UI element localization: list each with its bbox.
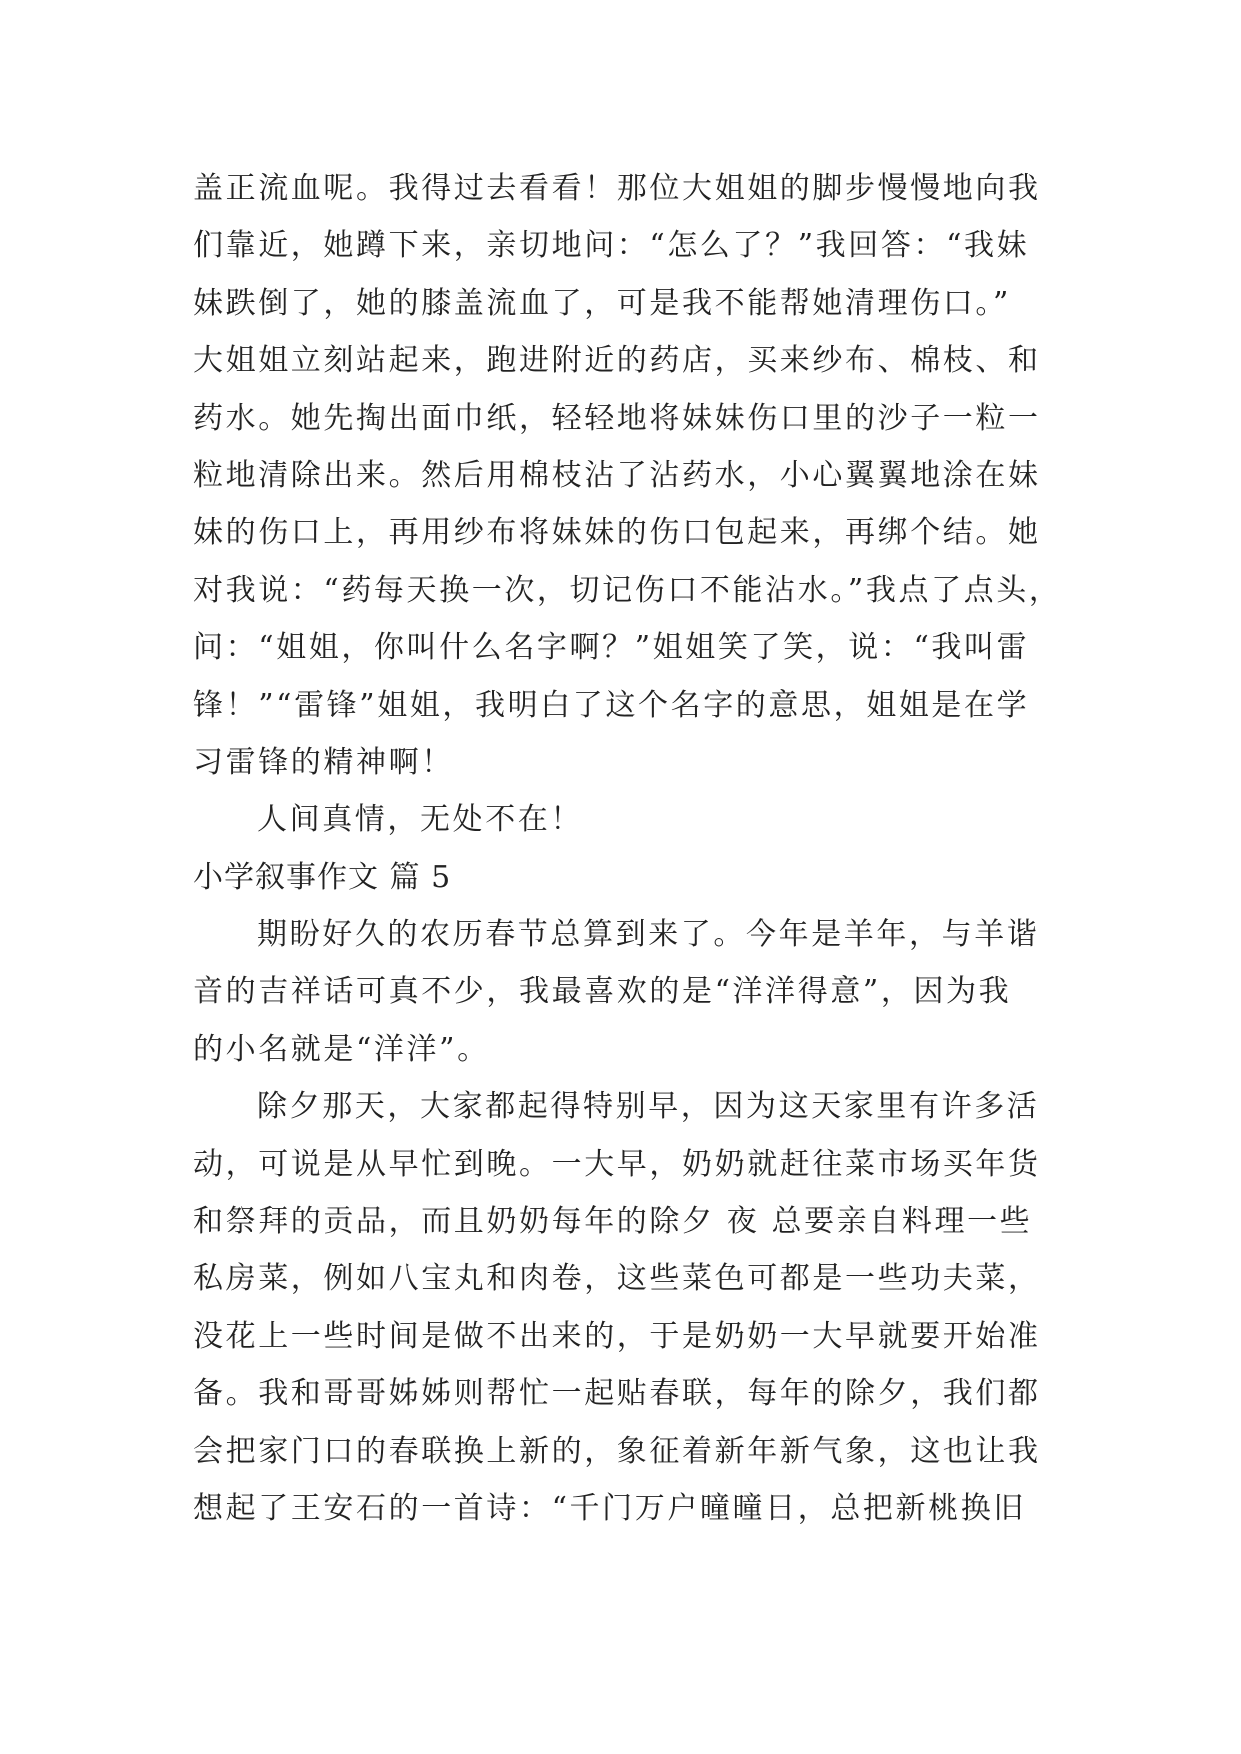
section-heading: 小学叙事作文 篇 5 [193, 859, 452, 895]
text-line: 盖正流血呢。我得过去看看！那位大姐姐的脚步慢慢地向我 [193, 171, 1041, 206]
text-line: 对我说：“药每天换一次，切记伤口不能沾水。”我点了点头， [193, 572, 1062, 608]
text-line: 妹的伤口上，再用纱布将妹妹的伤口包起来，再绑个结。她 [193, 515, 1041, 551]
text-line: 粒地清除出来。然后用棉枝沾了沾药水，小心翼翼地涂在妹 [193, 457, 1041, 493]
text-line: 私房菜，例如八宝丸和肉卷，这些菜色可都是一些功夫菜， [193, 1261, 1041, 1297]
text-line: 备。我和哥哥姊姊则帮忙一起贴春联，每年的除夕，我们都 [193, 1376, 1041, 1412]
text-line: 音的吉祥话可真不少，我最喜欢的是“洋洋得意”，因为我 [193, 974, 1012, 1010]
text-line: 锋！”“雷锋”姐姐，我明白了这个名字的意思，姐姐是在学 [193, 687, 1030, 723]
paragraph-first-line: 除夕那天，大家都起得特别早，因为这天家里有许多活 [257, 1089, 1040, 1125]
text-line: 会把家门口的春联换上新的，象征着新年新气象，这也让我 [193, 1433, 1041, 1469]
text-line: 问：“姐姐，你叫什么名字啊？”姐姐笑了笑，说：“我叫雷 [193, 630, 1030, 666]
text-line: 药水。她先掏出面巾纸，轻轻地将妹妹伤口里的沙子一粒一 [193, 400, 1041, 436]
text-line: 习雷锋的精神啊！ [193, 744, 454, 780]
text-line: 和祭拜的贡品，而且奶奶每年的除夕 夜 总要亲自料理一些 [193, 1204, 1033, 1240]
text-line: 大姐姐立刻站起来，跑进附近的药店，买来纱布、棉枝、和 [193, 343, 1041, 379]
text-line: 想起了王安石的一首诗：“千门万户曈曈日，总把新桃换旧 [193, 1490, 1026, 1526]
paragraph-first-line: 期盼好久的农历春节总算到来了。今年是羊年，与羊谐 [257, 917, 1040, 953]
paragraph-first-line: 人间真情，无处不在！ [257, 802, 583, 838]
text-line: 妹跌倒了，她的膝盖流血了，可是我不能帮她清理伤口。” [193, 285, 1011, 321]
text-line: 动，可说是从早忙到晚。一大早，奶奶就赶往菜市场买年货 [193, 1146, 1041, 1182]
text-line: 的小名就是“洋洋”。 [193, 1031, 490, 1067]
text-line: 们靠近，她蹲下来，亲切地问：“怎么了？”我回答：“我妹 [193, 228, 1030, 264]
document-body [193, 160, 1062, 1537]
text-line: 没花上一些时间是做不出来的，于是奶奶一大早就要开始准 [193, 1318, 1041, 1354]
